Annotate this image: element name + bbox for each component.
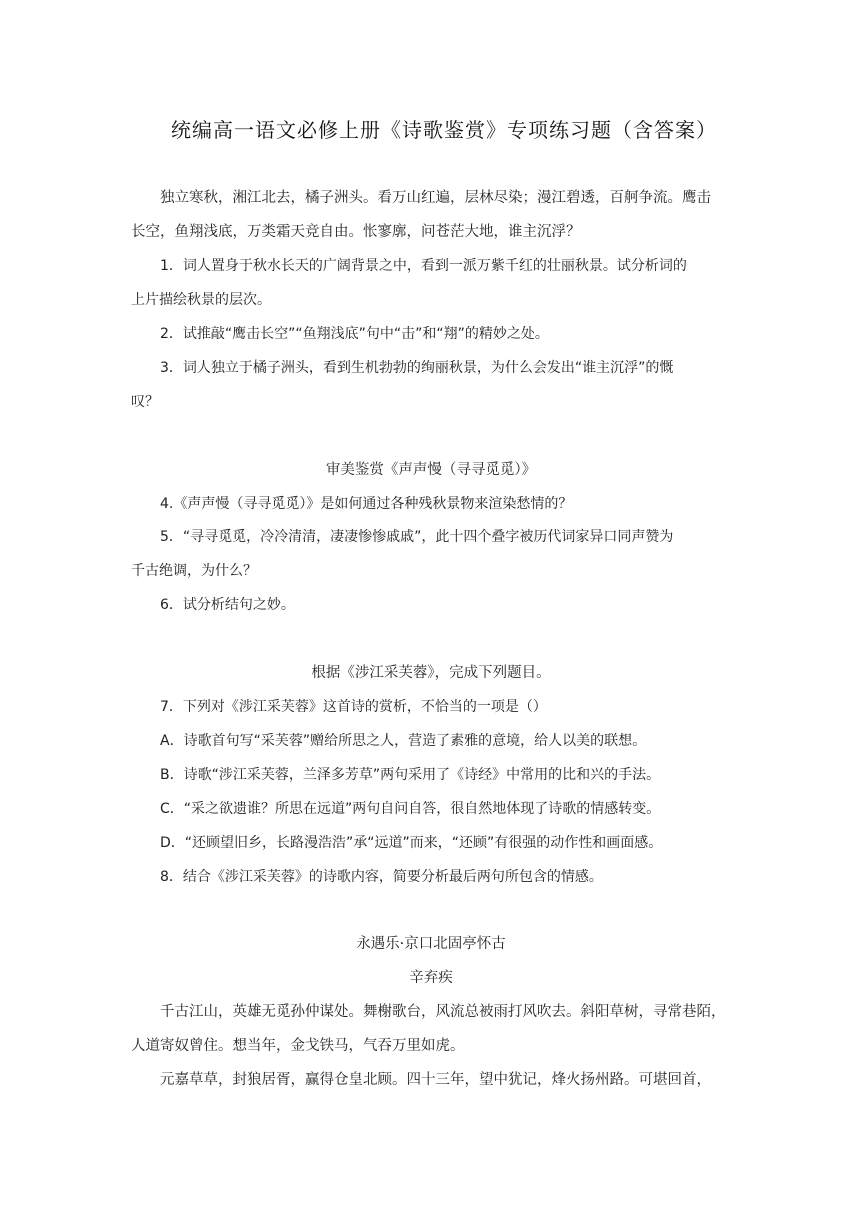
question-1-line1: 1．词人置身于秋水长天的广阔背景之中，看到一派万紫千红的壮丽秋景。试分析词的	[160, 258, 687, 274]
question-7: 7．下列对《涉江采芙蓉》这首诗的赏析，不恰当的一项是（）	[160, 699, 547, 715]
section-heading-2: 审美鉴赏《声声慢（寻寻觅觅）》	[325, 462, 537, 478]
question-3-line2: 叹？	[131, 394, 159, 410]
question-1-line2: 上片描绘秋景的层次。	[131, 292, 271, 308]
poem1-line2: 长空，鱼翔浅底，万类霜天竞自由。怅寥廓，问苍茫大地，谁主沉浮？	[131, 224, 581, 240]
question-6: 6．试分析结句之妙。	[160, 597, 295, 613]
question-3-line1: 3．词人独立于橘子洲头，看到生机勃勃的绚丽秋景，为什么会发出“谁主沉浮”的慨	[160, 360, 674, 376]
option-a: A．诗歌首句写“采芙蓉”赠给所思之人，营造了素雅的意境，给人以美的联想。	[160, 733, 647, 749]
question-4: 4.《声声慢（寻寻觅觅）》是如何通过各种残秋景物来渲染愁情的？	[160, 496, 573, 512]
section-heading-3: 根据《涉江采芙蓉》，完成下列题目。	[311, 665, 551, 681]
poem4-author: 辛弃疾	[409, 970, 453, 986]
poem4-line3: 元嘉草草，封狼居胥，赢得仓皇北顾。四十三年，望中犹记，烽火扬州路。可堪回首，	[160, 1072, 711, 1088]
option-b: B．诗歌“涉江采芙蓉，兰泽多芳草”两句采用了《诗经》中常用的比和兴的手法。	[160, 767, 661, 783]
option-d: D．“还顾望旧乡，长路漫浩浩”承“远道”而来，“还顾”有很强的动作性和画面感。	[160, 835, 663, 851]
question-8: 8．结合《涉江采芙蓉》的诗歌内容，简要分析最后两句所包含的情感。	[160, 869, 603, 885]
question-5-line1: 5．“寻寻觅觅，冷冷清清，凄凄惨惨戚戚”，此十四个叠字被历代词家异口同声赞为	[160, 529, 674, 545]
poem4-line1: 千古江山，英雄无觅孙仲谋处。舞榭歌台，风流总被雨打风吹去。斜阳草树，寻常巷陌，	[160, 1004, 726, 1020]
poem4-line2: 人道寄奴曾住。想当年，金戈铁马，气吞万里如虎。	[131, 1038, 465, 1054]
question-2: 2．试推敲“鹰击长空”“鱼翔浅底”句中“击”和“翔”的精妙之处。	[160, 326, 549, 342]
poem1-line1: 独立寒秋，湘江北去，橘子洲头。看万山红遍，层林尽染；漫江碧透，百舸争流。鹰击	[160, 190, 711, 206]
option-c: C．“采之欲遗谁？所思在远道”两句自问自答，很自然地体现了诗歌的情感转变。	[160, 801, 661, 817]
document-title: 统编高一语文必修上册《诗歌鉴赏》专项练习题（含答案）	[171, 118, 717, 142]
poem4-title: 永遇乐·京口北固亭怀古	[356, 936, 506, 952]
question-5-line2: 千古绝调，为什么？	[131, 563, 257, 579]
